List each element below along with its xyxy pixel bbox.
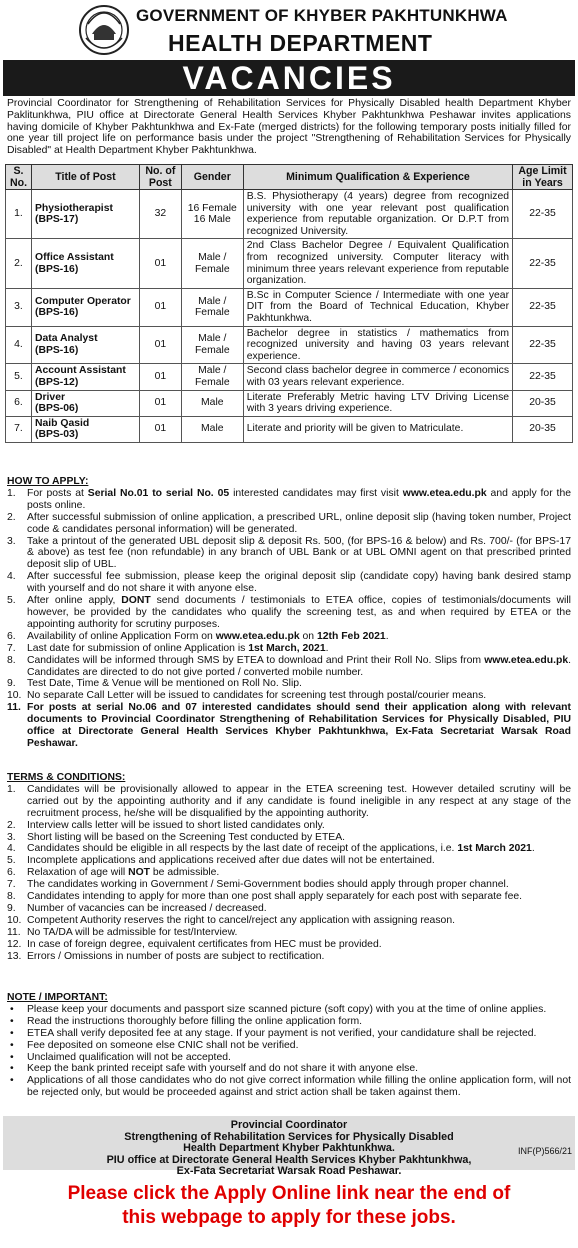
- how-to-apply-list: [7, 488, 571, 750]
- item-number: 7.: [7, 879, 16, 891]
- note-item: • Read the instructions thoroughly before filling the online application form.: [7, 1016, 571, 1028]
- table-row: [6, 239, 573, 288]
- item-number: 3.: [7, 831, 16, 843]
- item-number: 8.: [7, 654, 16, 666]
- vacancies-banner: VACANCIES: [3, 60, 575, 96]
- gender-line: 16 Male: [193, 214, 231, 226]
- cell-age: 20-35: [513, 416, 573, 442]
- cell-sno: 7.: [6, 416, 32, 442]
- gender-line: Male /: [198, 251, 227, 263]
- item-emphasis: 1st March, 2021: [248, 642, 326, 654]
- item-text: Relaxation of age will: [27, 867, 129, 879]
- item-text: The candidates working in Government / Semi-Government bodies should apply through proper channel.: [27, 879, 509, 891]
- item-text: In case of foreign degree, equivalent certificates from HEC must be provided.: [27, 938, 382, 950]
- col-header-posts: No. of Post: [139, 165, 181, 190]
- note-item: • Fee deposited on someone else CNIC shall not be verified.: [7, 1040, 571, 1052]
- table-row: [6, 364, 573, 390]
- post-title: Computer Operator: [34, 295, 131, 307]
- gender-line: Female: [194, 344, 230, 356]
- list-item: [7, 855, 571, 867]
- item-text: Candidates will be provisionally allowed to appear in the ETEA screening test. However detailed scrutiny will be carried out by the appointing authority and if any candidate is found ineligible in any respect at any stage of the recruitment process, he/she will be disqualified by the appointing authority.: [27, 783, 571, 819]
- item-number: 9.: [7, 902, 16, 914]
- cell-qualification: B.S. Physiotherapy (4 years) degree from recognized university with one year relevant post qualification experience from reputable organization. Or D.P.T from recognized University.: [243, 190, 512, 239]
- post-title: Data Analyst: [34, 333, 98, 345]
- item-emphasis: NOT: [128, 867, 151, 879]
- item-text: For posts at: [27, 487, 88, 499]
- footer-line: PIU office at Directorate General Health Services Khyber Pakhtunkhwa,: [106, 1153, 472, 1166]
- cell-qualification: Bachelor degree in statistics / mathematics from recognized university and having 03 years relevant experience.: [243, 326, 512, 364]
- item-number: 4.: [7, 843, 16, 855]
- item-number: 5.: [7, 855, 16, 867]
- list-item: [7, 571, 571, 595]
- item-number: 10.: [7, 690, 22, 702]
- post-bps: (BPS-06): [34, 403, 79, 415]
- cell-posts: 01: [139, 416, 181, 442]
- item-text: . Candidates are directed to do not give ported / converted mobile number.: [27, 654, 571, 678]
- post-title: Account Assistant: [34, 365, 126, 377]
- cell-title: [31, 364, 139, 390]
- item-text: .: [385, 630, 389, 642]
- cell-posts: 32: [139, 190, 181, 239]
- item-text: and apply for the posts online.: [27, 487, 572, 511]
- item-text: Candidates will be informed through SMS by ETEA to download and Print their Roll No. Slips from: [27, 654, 485, 666]
- list-item: [7, 536, 571, 572]
- post-title: Naib Qasid: [34, 417, 90, 429]
- cell-title: [31, 390, 139, 416]
- list-item: [7, 784, 571, 820]
- table-row: [6, 190, 573, 239]
- cell-title: [31, 190, 139, 239]
- post-bps: (BPS-16): [34, 344, 79, 356]
- item-number: 5.: [7, 595, 16, 607]
- col-header-age: Age Limit in Years: [513, 165, 573, 190]
- cell-age: 22-35: [513, 288, 573, 326]
- government-title: GOVERNMENT OF KHYBER PAKHTUNKHWA: [136, 6, 508, 25]
- apply-note-line: Please click the Apply Online link near the end of: [67, 1183, 511, 1204]
- list-item: [7, 820, 571, 832]
- cell-qualification: 2nd Class Bachelor Degree / Equivalent Qualification from recognized university. Computer literacy with minimum three years relevant experience from reputable organization.: [243, 239, 512, 288]
- gender-line: Male /: [198, 295, 227, 307]
- item-number: 11.: [7, 926, 21, 938]
- list-item: [7, 903, 571, 915]
- item-number: 13.: [7, 950, 22, 962]
- list-item: [7, 891, 571, 903]
- cell-posts: 01: [139, 288, 181, 326]
- post-title: Office Assistant: [34, 251, 114, 263]
- list-item: [7, 867, 571, 879]
- list-item: [7, 879, 571, 891]
- gender-line: 16 Female: [187, 202, 237, 214]
- item-text: Candidates intending to apply for more than one post shall apply separately for each post with separate fee.: [27, 891, 523, 903]
- department-title: HEALTH DEPARTMENT: [168, 30, 433, 56]
- note-item: • Applications of all those candidates who do not give correct information while filling the online application form, will not be rejected only, but would be proceeded against and strict action shall be taken against them.: [7, 1075, 571, 1099]
- cell-age: 22-35: [513, 326, 573, 364]
- footer-address: [3, 1116, 575, 1178]
- cell-qualification: Literate Preferably Metric having LTV Driving License with 3 years driving experience.: [243, 390, 512, 416]
- col-header-gender: Gender: [181, 165, 243, 190]
- list-item: [7, 690, 571, 702]
- list-item: [7, 939, 571, 951]
- cell-age: 22-35: [513, 364, 573, 390]
- table-row: [6, 390, 573, 416]
- post-title: Physiotherapist: [34, 202, 113, 214]
- how-to-apply-section: [7, 476, 571, 750]
- table-row: [6, 416, 573, 442]
- item-text: Availability of online Application Form on: [27, 630, 216, 642]
- item-emphasis: www.etea.edu.pk: [484, 654, 569, 666]
- cell-posts: 01: [139, 326, 181, 364]
- item-text: interested candidates may first visit: [229, 487, 403, 499]
- cell-qualification: B.Sc in Computer Science / Intermediate with one year DIT from the Board of Technical Education, Khyber Pakhtunkhwa.: [243, 288, 512, 326]
- gender-line: Female: [194, 307, 230, 319]
- cell-gender: [181, 390, 243, 416]
- list-item: [7, 843, 571, 855]
- item-text: Take a printout of the generated UBL deposit slip & deposit Rs. 500, (for BPS-16 & below) and Rs. 700/- (for BPS-17 & above) as test fee (non refundable) in any branch of UBL Bank or at UBL OMNI agent on that prescribed printed deposit slip of UBL.: [27, 535, 571, 571]
- gender-line: Male /: [198, 365, 227, 377]
- item-number: 1.: [7, 783, 16, 795]
- item-emphasis: 1st March 2021: [457, 843, 532, 855]
- terms-heading: TERMS & CONDITIONS:: [7, 772, 126, 783]
- list-item: [7, 631, 571, 643]
- cell-gender: [181, 190, 243, 239]
- notes-list: [7, 1004, 571, 1099]
- notes-section: [7, 992, 571, 1099]
- how-to-apply-heading: HOW TO APPLY:: [7, 476, 89, 487]
- list-item: [7, 915, 571, 927]
- item-number: 1.: [7, 487, 16, 499]
- footer-line: Strengthening of Rehabilitation Services for Physically Disabled: [124, 1130, 454, 1143]
- cell-gender: [181, 239, 243, 288]
- item-emphasis: www.etea.edu.pk: [215, 630, 300, 642]
- apply-note-line: this webpage to apply for these jobs.: [122, 1207, 456, 1228]
- list-item: [7, 655, 571, 679]
- cell-title: [31, 326, 139, 364]
- list-item: [7, 951, 571, 963]
- item-text: After successful fee submission, please keep the original deposit slip (candidate copy) having bank desired stamp with yourself and do not share it with anyone else.: [27, 571, 571, 595]
- item-number: 11.: [7, 702, 21, 714]
- item-text: Competent Authority reserves the right to cancel/reject any application with assigning reason.: [27, 914, 455, 926]
- cell-title: [31, 239, 139, 288]
- table-header-row: [6, 165, 573, 190]
- cell-title: [31, 288, 139, 326]
- cell-qualification: Second class bachelor degree in commerce / economics with 03 years relevant experience.: [243, 364, 512, 390]
- table-row: [6, 326, 573, 364]
- cell-posts: 01: [139, 390, 181, 416]
- cell-sno: 1.: [6, 190, 32, 239]
- terms-list: [7, 784, 571, 963]
- item-text: Candidates should be eligible in all respects by the last date of receipt of the applications, i.e.: [27, 843, 458, 855]
- item-number: 6.: [7, 867, 16, 879]
- terms-section: [7, 772, 571, 963]
- gender-line: Female: [194, 263, 230, 275]
- footer-line: Ex-Fata Secretariat Warsak Road Peshawar.: [176, 1165, 402, 1178]
- list-item: [7, 512, 571, 536]
- cell-qualification: Literate and priority will be given to Matriculate.: [243, 416, 512, 442]
- post-bps: (BPS-17): [34, 214, 79, 226]
- col-header-title: Title of Post: [31, 165, 139, 190]
- government-seal-icon: [78, 4, 130, 56]
- gender-line: Male: [201, 397, 224, 409]
- post-bps: (BPS-12): [34, 376, 79, 388]
- post-bps: (BPS-16): [34, 307, 79, 319]
- note-item: • Keep the bank printed receipt safe with yourself and do not share it with anyone else.: [7, 1063, 571, 1075]
- note-item: • Please keep your documents and passport size scanned picture (soft copy) with you at the time of online applies.: [7, 1004, 571, 1016]
- item-number: 8.: [7, 891, 16, 903]
- post-bps: (BPS-03): [34, 429, 79, 441]
- list-item: [7, 595, 571, 631]
- item-emphasis: 12th Feb 2021: [316, 630, 386, 642]
- footer-line: Provincial Coordinator: [230, 1119, 348, 1131]
- notes-heading: NOTE / IMPORTANT:: [7, 992, 108, 1003]
- post-bps: (BPS-16): [34, 263, 79, 275]
- list-item: [7, 678, 571, 690]
- item-number: 2.: [7, 819, 16, 831]
- cell-sno: 2.: [6, 239, 32, 288]
- list-item: [7, 702, 571, 750]
- item-number: 10.: [7, 914, 22, 926]
- item-text: on: [299, 630, 317, 642]
- item-number: 7.: [7, 642, 16, 654]
- gender-line: Male /: [198, 333, 227, 345]
- cell-gender: [181, 364, 243, 390]
- cell-age: 22-35: [513, 239, 573, 288]
- cell-sno: 4.: [6, 326, 32, 364]
- item-text: Number of vacancies can be increased / decreased.: [27, 902, 267, 914]
- cell-posts: 01: [139, 364, 181, 390]
- footer-line: Health Department Khyber Pakhtunkhwa.: [183, 1142, 395, 1155]
- item-text: Last date for submission of online Application is: [27, 642, 249, 654]
- apply-online-note: [0, 1182, 578, 1230]
- reference-number: INF(P)566/21: [517, 1146, 572, 1156]
- item-text: After online apply,: [27, 595, 122, 607]
- item-text: Incomplete applications and applications received after due dates will not be entertained.: [27, 855, 435, 867]
- post-title: Driver: [34, 391, 66, 403]
- cell-gender: [181, 416, 243, 442]
- item-text: send documents / testimonials to ETEA office, copies of testimonials/documents will however, be provided by the candidates who qualify the screening test, as and when required by ETEA or the appointing authority for scrutiny purposes.: [27, 595, 571, 630]
- list-item: [7, 927, 571, 939]
- intro-paragraph: Provincial Coordinator for Strengthening of Rehabilitation Services for Physically Disabled health Department Khyber Paklitunkhwa, PIU office at Directorate General Health Services Khyber Pakhtunkhwa Peshawar invites applications having domicile of Khyber Pakhtunkhwa and Ex-Fate (merged districts) for the following temporary posts initially filled for one year till project life on performance basis under the project "Strengthening of Rehabilitation Services for Physically Disabled" at Health Department Khyber Pakhtunkhwa.: [7, 98, 571, 157]
- item-number: 3.: [7, 535, 16, 547]
- item-text: be admissible.: [150, 867, 220, 879]
- item-text: Interview calls letter will be issued to short listed candidates only.: [27, 819, 325, 831]
- list-item: [7, 643, 571, 655]
- item-emphasis: www.etea.edu.pk: [402, 487, 487, 499]
- col-header-sno: S. No.: [6, 165, 32, 190]
- col-header-qualification: Minimum Qualification & Experience: [243, 165, 512, 190]
- cell-age: 22-35: [513, 190, 573, 239]
- cell-gender: [181, 326, 243, 364]
- header: [0, 0, 578, 62]
- item-text: Test Date, Time & Venue will be mentioned on Roll No. Slip.: [27, 678, 302, 690]
- list-item: [7, 488, 571, 512]
- note-item: • ETEA shall verify deposited fee at any stage. If your payment is not verified, your candidature shall be rejected.: [7, 1028, 571, 1040]
- item-text: .: [325, 642, 329, 654]
- item-emphasis: Serial No.01 to serial No. 05: [87, 487, 230, 499]
- item-emphasis: DONT: [121, 595, 151, 607]
- item-text: Short listing will be based on the Screening Test conducted by ETEA.: [27, 831, 346, 843]
- cell-sno: 5.: [6, 364, 32, 390]
- note-item: • Unclaimed qualification will not be accepted.: [7, 1052, 571, 1064]
- item-text: .: [531, 843, 535, 855]
- cell-title: [31, 416, 139, 442]
- item-number: 2.: [7, 511, 16, 523]
- item-number: 9.: [7, 678, 16, 690]
- gender-line: Female: [194, 376, 230, 388]
- cell-sno: 3.: [6, 288, 32, 326]
- vacancies-table: [5, 164, 573, 443]
- table-row: [6, 288, 573, 326]
- gender-line: Male: [201, 423, 224, 435]
- item-number: 12.: [7, 938, 22, 950]
- list-item: [7, 832, 571, 844]
- item-text: No TA/DA will be admissible for test/Interview.: [27, 926, 238, 938]
- item-text: Errors / Omissions in number of posts are subject to rectification.: [27, 950, 325, 962]
- item-text-bold: For posts at serial No.06 and 07 interested candidates should send their application along with relevant documents to Provincial Coordinator Strengthening of Rehabilitation Services for Physically Disabled, PIU office at Directorate General Health Services Khyber Pakhtunkhwa, Ex-Fata Secretariat Warsak Road Peshawar.: [27, 702, 571, 749]
- cell-posts: 01: [139, 239, 181, 288]
- item-number: 6.: [7, 630, 16, 642]
- cell-gender: [181, 288, 243, 326]
- cell-age: 20-35: [513, 390, 573, 416]
- item-text: After successful submission of online application, a prescribed URL, online deposit slip (having token number, Project code & candidates personal information) will be generated.: [27, 511, 571, 535]
- item-number: 4.: [7, 571, 16, 583]
- cell-sno: 6.: [6, 390, 32, 416]
- item-text: No separate Call Letter will be issued to candidates for screening test through postal/courier means.: [27, 690, 487, 702]
